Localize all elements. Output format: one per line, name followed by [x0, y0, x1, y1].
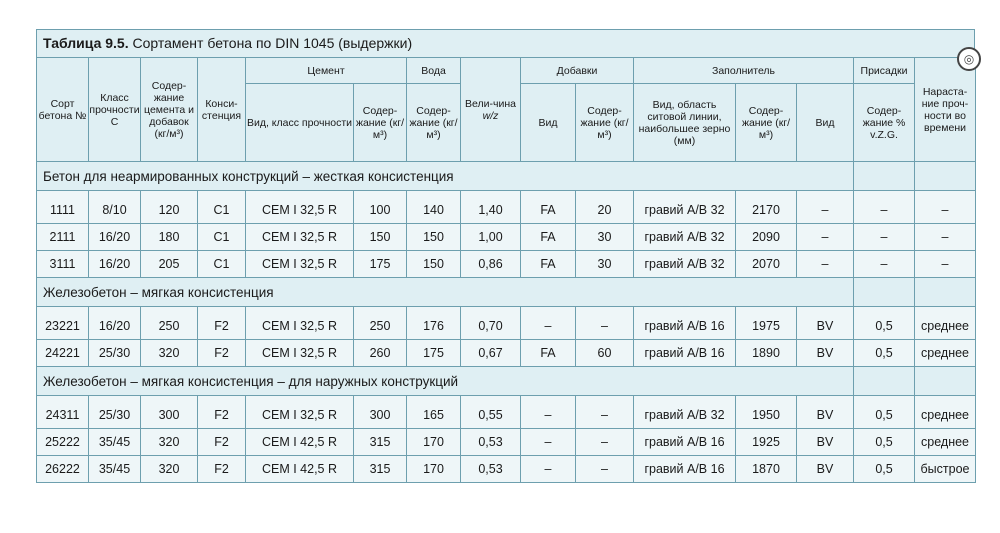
- table-cell: 260: [354, 340, 407, 367]
- table-cell: 24311: [37, 396, 89, 429]
- table-cell: 165: [407, 396, 461, 429]
- section-row: [37, 367, 976, 396]
- header-cement-content: Содер-жание (кг/м³): [354, 84, 407, 162]
- header-admix: Присадки: [854, 58, 915, 84]
- table-cell: 250: [141, 307, 198, 340]
- table-cell: 0,55: [461, 396, 521, 429]
- header-cement-type: Вид, класс прочности: [246, 84, 354, 162]
- header-additives: Добавки: [521, 58, 634, 84]
- table-cell: 170: [407, 456, 461, 483]
- section-filler-cell: [915, 367, 976, 396]
- table-cell: CEM I 32,5 R: [246, 396, 354, 429]
- table-cell: 8/10: [89, 191, 141, 224]
- header-additives-type: Вид: [521, 84, 576, 162]
- header-filler-type: Вид, область ситовой линии, наибольшее зерно (мм): [634, 84, 736, 162]
- table-cell: 0,5: [854, 396, 915, 429]
- table-cell: –: [797, 191, 854, 224]
- table-cell: 1890: [736, 340, 797, 367]
- table-cell: 1870: [736, 456, 797, 483]
- section-title: Бетон для неармированных конструкций – жесткая консистенция: [37, 162, 797, 191]
- header-wz: [461, 58, 521, 162]
- table-row: [37, 307, 976, 340]
- table-cell: гравий A/B 16: [634, 429, 736, 456]
- concrete-table-document: [36, 29, 975, 483]
- table-cell: 0,5: [854, 456, 915, 483]
- header-water-content: Содер-жание (кг/м³): [407, 84, 461, 162]
- table-cell: –: [521, 456, 576, 483]
- table-cell: 120: [141, 191, 198, 224]
- table-cell: 20: [576, 191, 634, 224]
- table-cell: BV: [797, 307, 854, 340]
- header-content: Содер-жание цемента и добавок (кг/м³): [141, 58, 198, 162]
- table-cell: 24221: [37, 340, 89, 367]
- table-body: [37, 162, 976, 483]
- table-cell: –: [797, 224, 854, 251]
- table-cell: –: [576, 456, 634, 483]
- table-row: [37, 340, 976, 367]
- table-cell: гравий A/B 16: [634, 307, 736, 340]
- header-filler-kind: Вид: [797, 84, 854, 162]
- table-cell: среднее: [915, 396, 976, 429]
- table-cell: 176: [407, 307, 461, 340]
- table-cell: 0,5: [854, 307, 915, 340]
- table-row: [37, 191, 976, 224]
- table-cell: CEM I 32,5 R: [246, 307, 354, 340]
- table-cell: 35/45: [89, 429, 141, 456]
- table-cell: 300: [141, 396, 198, 429]
- header-admix-content: Содер-жание % v.Z.G.: [854, 84, 915, 162]
- header-growth: Нараста-ние проч-ности во времени: [915, 58, 976, 162]
- table-cell: 25/30: [89, 340, 141, 367]
- concrete-grades-table: [36, 57, 976, 483]
- table-cell: 60: [576, 340, 634, 367]
- table-cell: 35/45: [89, 456, 141, 483]
- table-row: [37, 429, 976, 456]
- table-cell: 180: [141, 224, 198, 251]
- header-additives-content: Содер-жание (кг/м³): [576, 84, 634, 162]
- table-cell: BV: [797, 340, 854, 367]
- section-title: Железобетон – мягкая консистенция – для наружных конструкций: [37, 367, 797, 396]
- table-cell: 320: [141, 456, 198, 483]
- table-cell: 100: [354, 191, 407, 224]
- table-cell: F2: [198, 340, 246, 367]
- table-cell: 0,70: [461, 307, 521, 340]
- table-cell: CEM I 32,5 R: [246, 251, 354, 278]
- table-cell: –: [797, 251, 854, 278]
- table-cell: 140: [407, 191, 461, 224]
- table-cell: среднее: [915, 429, 976, 456]
- table-cell: 23221: [37, 307, 89, 340]
- table-cell: –: [576, 396, 634, 429]
- table-cell: 16/20: [89, 224, 141, 251]
- table-cell: 2070: [736, 251, 797, 278]
- table-cell: –: [576, 429, 634, 456]
- table-cell: 1975: [736, 307, 797, 340]
- table-cell: 26222: [37, 456, 89, 483]
- table-cell: –: [576, 307, 634, 340]
- table-title-text: Сортамент бетона по DIN 1045 (выдержки): [128, 35, 413, 51]
- table-cell: –: [915, 191, 976, 224]
- section-filler-cell: [854, 278, 915, 307]
- header-sort: Сорт бетона №: [37, 58, 89, 162]
- table-cell: гравий A/B 16: [634, 456, 736, 483]
- section-filler-cell: [797, 367, 854, 396]
- header-class: Класс прочности C: [89, 58, 141, 162]
- table-row: [37, 224, 976, 251]
- table-cell: BV: [797, 456, 854, 483]
- table-cell: C1: [198, 191, 246, 224]
- section-filler-cell: [915, 162, 976, 191]
- table-cell: CEM I 32,5 R: [246, 224, 354, 251]
- table-cell: BV: [797, 429, 854, 456]
- section-row: [37, 162, 976, 191]
- table-cell: 0,5: [854, 340, 915, 367]
- table-cell: 1,00: [461, 224, 521, 251]
- table-cell: 1950: [736, 396, 797, 429]
- table-cell: –: [854, 251, 915, 278]
- table-cell: 150: [407, 224, 461, 251]
- table-cell: 1925: [736, 429, 797, 456]
- section-filler-cell: [915, 278, 976, 307]
- table-cell: 320: [141, 429, 198, 456]
- table-cell: CEM I 42,5 R: [246, 456, 354, 483]
- table-cell: гравий A/B 32: [634, 224, 736, 251]
- section-filler-cell: [797, 278, 854, 307]
- table-cell: F2: [198, 456, 246, 483]
- header-wz-label: Вели-чина: [465, 97, 516, 110]
- table-cell: FA: [521, 224, 576, 251]
- table-row: [37, 456, 976, 483]
- table-cell: 16/20: [89, 251, 141, 278]
- table-cell: среднее: [915, 307, 976, 340]
- table-cell: 150: [407, 251, 461, 278]
- table-cell: быстрое: [915, 456, 976, 483]
- table-cell: FA: [521, 340, 576, 367]
- section-filler-cell: [854, 367, 915, 396]
- table-cell: –: [521, 396, 576, 429]
- header-filler-content: Содер-жание (кг/м³): [736, 84, 797, 162]
- table-cell: 3111: [37, 251, 89, 278]
- table-cell: F2: [198, 396, 246, 429]
- table-cell: 150: [354, 224, 407, 251]
- table-cell: F2: [198, 429, 246, 456]
- header-wz-var: w/z: [482, 109, 499, 122]
- table-cell: 175: [407, 340, 461, 367]
- table-cell: гравий A/B 16: [634, 340, 736, 367]
- table-cell: FA: [521, 251, 576, 278]
- table-cell: –: [915, 224, 976, 251]
- header-water: Вода: [407, 58, 461, 84]
- table-cell: 170: [407, 429, 461, 456]
- table-cell: C1: [198, 224, 246, 251]
- header-cement: Цемент: [246, 58, 407, 84]
- table-cell: 175: [354, 251, 407, 278]
- table-cell: FA: [521, 191, 576, 224]
- table-cell: 25222: [37, 429, 89, 456]
- table-cell: 0,53: [461, 456, 521, 483]
- section-filler-cell: [797, 162, 854, 191]
- table-cell: 2090: [736, 224, 797, 251]
- table-cell: 320: [141, 340, 198, 367]
- table-cell: C1: [198, 251, 246, 278]
- table-row: [37, 251, 976, 278]
- table-title: [36, 29, 975, 57]
- section-row: [37, 278, 976, 307]
- table-cell: CEM I 32,5 R: [246, 191, 354, 224]
- table-cell: 315: [354, 429, 407, 456]
- table-cell: –: [521, 307, 576, 340]
- header-consistency: Конси-стенция: [198, 58, 246, 162]
- table-cell: среднее: [915, 340, 976, 367]
- table-cell: 30: [576, 224, 634, 251]
- table-cell: 2170: [736, 191, 797, 224]
- table-cell: 250: [354, 307, 407, 340]
- table-cell: 30: [576, 251, 634, 278]
- table-cell: BV: [797, 396, 854, 429]
- table-cell: 0,5: [854, 429, 915, 456]
- table-row: [37, 396, 976, 429]
- table-cell: F2: [198, 307, 246, 340]
- table-cell: 300: [354, 396, 407, 429]
- section-filler-cell: [854, 162, 915, 191]
- table-cell: –: [854, 224, 915, 251]
- table-cell: 315: [354, 456, 407, 483]
- table-cell: 2111: [37, 224, 89, 251]
- section-title: Железобетон – мягкая консистенция: [37, 278, 797, 307]
- table-title-number: Таблица 9.5.: [43, 35, 129, 51]
- table-cell: 1,40: [461, 191, 521, 224]
- table-cell: 16/20: [89, 307, 141, 340]
- table-cell: 1111: [37, 191, 89, 224]
- table-cell: 25/30: [89, 396, 141, 429]
- table-cell: 0,67: [461, 340, 521, 367]
- table-cell: 205: [141, 251, 198, 278]
- table-cell: –: [854, 191, 915, 224]
- table-cell: гравий A/B 32: [634, 396, 736, 429]
- table-cell: –: [521, 429, 576, 456]
- table-cell: 0,86: [461, 251, 521, 278]
- header-filler: Заполнитель: [634, 58, 854, 84]
- table-cell: CEM I 42,5 R: [246, 429, 354, 456]
- table-cell: гравий A/B 32: [634, 191, 736, 224]
- table-cell: CEM I 32,5 R: [246, 340, 354, 367]
- circled-symbol-icon: ◎: [957, 47, 981, 71]
- table-cell: гравий A/B 32: [634, 251, 736, 278]
- table-cell: 0,53: [461, 429, 521, 456]
- table-cell: –: [915, 251, 976, 278]
